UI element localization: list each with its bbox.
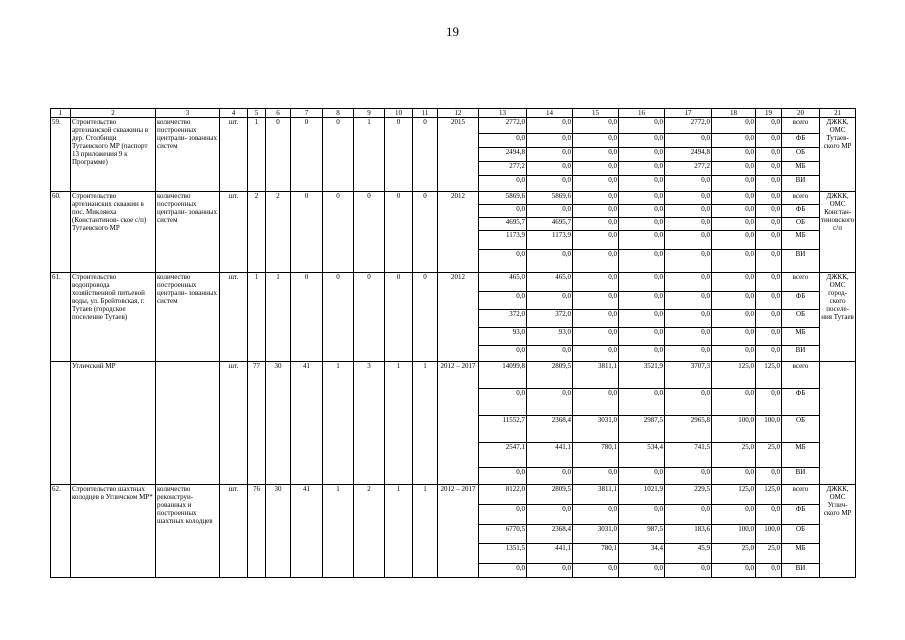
amount-cell: 34,4: [619, 544, 665, 564]
amount-cell: 0,0: [619, 162, 665, 176]
indicator: количество построенных централи- зованных систем: [156, 192, 220, 273]
amount-cell: 0,0: [756, 468, 782, 485]
header-cell: 21: [820, 109, 856, 118]
count-cell: 41: [291, 362, 323, 485]
amount-cell: 1351,5: [479, 544, 527, 564]
header-cell: 13: [479, 109, 527, 118]
amount-cell: 0,0: [527, 292, 573, 310]
funding-source: ВИ: [782, 346, 820, 362]
amount-cell: 0,0: [573, 468, 619, 485]
count-cell: 30: [266, 485, 291, 578]
amount-cell: 3521,9: [619, 362, 665, 389]
amount-cell: 0,0: [756, 389, 782, 416]
amount-cell: 229,5: [665, 485, 712, 505]
count-cell: 1: [413, 485, 438, 578]
amount-cell: 25,0: [756, 544, 782, 564]
measure-name: Угличский МР: [71, 362, 156, 485]
amount-cell: 0,0: [665, 389, 712, 416]
funding-source: ФБ: [782, 134, 820, 148]
count-cell: 0: [385, 118, 413, 192]
funding-source: всего: [782, 362, 820, 389]
amount-cell: 93,0: [479, 328, 527, 346]
amount-cell: 0,0: [479, 205, 527, 218]
count-cell: 1: [248, 273, 266, 362]
count-cell: 1: [354, 118, 385, 192]
unit: шт.: [220, 362, 248, 485]
amount-cell: 2809,5: [527, 362, 573, 389]
amount-cell: 0,0: [527, 148, 573, 162]
amount-cell: 465,0: [527, 273, 573, 292]
amount-cell: 125,0: [712, 485, 756, 505]
amount-cell: 0,0: [573, 564, 619, 578]
amount-cell: 0,0: [573, 231, 619, 250]
amount-cell: 0,0: [619, 176, 665, 192]
count-cell: 1: [323, 362, 354, 485]
amount-cell: 0,0: [479, 134, 527, 148]
header-cell: 12: [438, 109, 479, 118]
amount-cell: 1173,9: [527, 231, 573, 250]
indicator: количество реконструи- рованных и построенных шахтных колодцев: [156, 485, 220, 578]
unit: шт.: [220, 192, 248, 273]
amount-cell: 0,0: [712, 205, 756, 218]
amount-cell: 372,0: [527, 310, 573, 328]
amount-cell: 0,0: [527, 505, 573, 525]
count-cell: 1: [385, 362, 413, 485]
executor: ДЖКК, ОМС город- ского поселе- ния Тутаев: [820, 273, 856, 362]
amount-cell: 0,0: [527, 250, 573, 273]
count-cell: 0: [385, 273, 413, 362]
count-cell: 1: [413, 362, 438, 485]
amount-cell: 0,0: [665, 231, 712, 250]
amount-cell: 0,0: [573, 176, 619, 192]
amount-cell: 0,0: [619, 273, 665, 292]
funding-source: ВИ: [782, 250, 820, 273]
indicator: [156, 362, 220, 485]
funding-source: ОБ: [782, 310, 820, 328]
page-number: 19: [446, 24, 459, 39]
amount-cell: 0,0: [756, 505, 782, 525]
amount-cell: 0,0: [479, 176, 527, 192]
count-cell: 1: [323, 485, 354, 578]
years: 2015: [438, 118, 479, 192]
funding-source: ОБ: [782, 416, 820, 443]
amount-cell: 0,0: [712, 389, 756, 416]
header-cell: 18: [712, 109, 756, 118]
amount-cell: 0,0: [619, 148, 665, 162]
amount-cell: 11552,7: [479, 416, 527, 443]
amount-cell: 372,0: [479, 310, 527, 328]
table-row: [51, 118, 856, 134]
count-cell: 41: [291, 485, 323, 578]
amount-cell: 0,0: [665, 205, 712, 218]
amount-cell: 0,0: [665, 273, 712, 292]
amount-cell: 0,0: [756, 346, 782, 362]
amount-cell: 0,0: [712, 162, 756, 176]
amount-cell: 5869,6: [527, 192, 573, 205]
table-row: [51, 192, 856, 205]
measure-name: Строительство шахтных колодцев в Угличском МР*: [71, 485, 156, 578]
amount-cell: 0,0: [756, 205, 782, 218]
amount-cell: 0,0: [712, 148, 756, 162]
amount-cell: 2494,8: [479, 148, 527, 162]
count-cell: 0: [323, 118, 354, 192]
header-cell: 15: [573, 109, 619, 118]
count-cell: 0: [323, 273, 354, 362]
header-cell: 3: [156, 109, 220, 118]
funding-source: ФБ: [782, 292, 820, 310]
table-row: [51, 273, 856, 292]
amount-cell: 0,0: [665, 505, 712, 525]
amount-cell: 2368,4: [527, 525, 573, 544]
amount-cell: 780,1: [573, 544, 619, 564]
amount-cell: 4695,7: [479, 218, 527, 231]
executor: ДЖКК, ОМС Углич- ского МР: [820, 485, 856, 578]
amount-cell: 2772,0: [665, 118, 712, 134]
amount-cell: 8122,0: [479, 485, 527, 505]
amount-cell: 0,0: [756, 134, 782, 148]
amount-cell: 465,0: [479, 273, 527, 292]
amount-cell: 0,0: [712, 292, 756, 310]
amount-cell: 0,0: [573, 505, 619, 525]
amount-cell: 3811,1: [573, 362, 619, 389]
count-cell: 1: [385, 485, 413, 578]
amount-cell: 0,0: [712, 218, 756, 231]
amount-cell: 5869,6: [479, 192, 527, 205]
count-cell: 0: [291, 192, 323, 273]
funding-source: ВИ: [782, 564, 820, 578]
amount-cell: 1021,9: [619, 485, 665, 505]
amount-cell: 0,0: [756, 192, 782, 205]
row-number: [51, 362, 71, 485]
amount-cell: 441,1: [527, 443, 573, 468]
count-cell: 1: [266, 273, 291, 362]
header-cell: 14: [527, 109, 573, 118]
amount-cell: 0,0: [665, 192, 712, 205]
count-cell: 0: [291, 273, 323, 362]
amount-cell: 0,0: [527, 134, 573, 148]
amount-cell: 0,0: [527, 468, 573, 485]
funding-source: ВИ: [782, 468, 820, 485]
amount-cell: 0,0: [573, 218, 619, 231]
amount-cell: 0,0: [756, 162, 782, 176]
amount-cell: 0,0: [756, 250, 782, 273]
amount-cell: 0,0: [479, 250, 527, 273]
amount-cell: 0,0: [479, 389, 527, 416]
row-number: 62.: [51, 485, 71, 578]
amount-cell: 0,0: [756, 218, 782, 231]
amount-cell: 0,0: [712, 231, 756, 250]
funding-source: всего: [782, 485, 820, 505]
amount-cell: 0,0: [527, 205, 573, 218]
amount-cell: 1173,9: [479, 231, 527, 250]
amount-cell: 3031,0: [573, 525, 619, 544]
funding-source: МБ: [782, 544, 820, 564]
amount-cell: 0,0: [665, 176, 712, 192]
amount-cell: 100,0: [756, 525, 782, 544]
amount-cell: 25,0: [712, 443, 756, 468]
funding-source: всего: [782, 192, 820, 205]
amount-cell: 0,0: [665, 310, 712, 328]
amount-cell: 0,0: [573, 118, 619, 134]
executor: ДЖКК, ОМС Констан- тиновского с/п: [820, 192, 856, 273]
amount-cell: 441,1: [527, 544, 573, 564]
amount-cell: 0,0: [619, 134, 665, 148]
amount-cell: 0,0: [712, 192, 756, 205]
amount-cell: 780,1: [573, 443, 619, 468]
count-cell: 30: [266, 362, 291, 485]
count-cell: 2: [354, 485, 385, 578]
unit: шт.: [220, 118, 248, 192]
amount-cell: 0,0: [619, 468, 665, 485]
count-cell: 1: [248, 118, 266, 192]
funding-source: ВИ: [782, 176, 820, 192]
funding-source: ОБ: [782, 218, 820, 231]
measure-name: Строительство артезианских скважин в пос. Микляиха (Константинов- ское с/п) Тутаевского МР: [71, 192, 156, 273]
amount-cell: 3707,3: [665, 362, 712, 389]
amount-cell: 0,0: [756, 292, 782, 310]
amount-cell: 25,0: [756, 443, 782, 468]
table-row: [51, 485, 856, 505]
amount-cell: 4695,7: [527, 218, 573, 231]
table-row: [51, 362, 856, 389]
header-cell: 7: [291, 109, 323, 118]
amount-cell: 0,0: [712, 505, 756, 525]
amount-cell: 0,0: [712, 250, 756, 273]
amount-cell: 987,5: [619, 525, 665, 544]
amount-cell: 0,0: [665, 468, 712, 485]
amount-cell: 0,0: [527, 346, 573, 362]
amount-cell: 0,0: [619, 310, 665, 328]
amount-cell: 0,0: [665, 134, 712, 148]
amount-cell: 0,0: [712, 176, 756, 192]
amount-cell: 277,2: [665, 162, 712, 176]
funding-source: ОБ: [782, 525, 820, 544]
amount-cell: 25,0: [712, 544, 756, 564]
count-cell: 0: [413, 273, 438, 362]
header-cell: 19: [756, 109, 782, 118]
amount-cell: 0,0: [527, 162, 573, 176]
amount-cell: 14099,8: [479, 362, 527, 389]
funding-source: МБ: [782, 162, 820, 176]
amount-cell: 0,0: [712, 328, 756, 346]
amount-cell: 534,4: [619, 443, 665, 468]
amount-cell: 2965,8: [665, 416, 712, 443]
count-cell: 2: [248, 192, 266, 273]
amount-cell: 0,0: [619, 328, 665, 346]
amount-cell: 0,0: [665, 250, 712, 273]
amount-cell: 0,0: [619, 389, 665, 416]
amount-cell: 100,0: [756, 416, 782, 443]
amount-cell: 0,0: [479, 505, 527, 525]
count-cell: 0: [291, 118, 323, 192]
amount-cell: 277,2: [479, 162, 527, 176]
amount-cell: 2368,4: [527, 416, 573, 443]
years: 2012: [438, 192, 479, 273]
amount-cell: 0,0: [712, 310, 756, 328]
count-cell: 3: [354, 362, 385, 485]
amount-cell: 0,0: [665, 218, 712, 231]
amount-cell: 0,0: [712, 468, 756, 485]
amount-cell: 125,0: [712, 362, 756, 389]
indicator: количество построенных централи- зованных систем: [156, 118, 220, 192]
executor: [820, 362, 856, 485]
amount-cell: 0,0: [665, 564, 712, 578]
measure-name: Строительство артезианской скважины в дер. Столбищи Тутаевского МР (паспорт 13 приложения 9 к Программе): [71, 118, 156, 192]
unit: шт.: [220, 485, 248, 578]
amount-cell: 3811,1: [573, 485, 619, 505]
amount-cell: 0,0: [756, 564, 782, 578]
amount-cell: 0,0: [665, 346, 712, 362]
amount-cell: 0,0: [527, 564, 573, 578]
amount-cell: 0,0: [573, 162, 619, 176]
header-cell: 1: [51, 109, 71, 118]
amount-cell: 2547,1: [479, 443, 527, 468]
header-cell: 6: [266, 109, 291, 118]
amount-cell: 0,0: [756, 176, 782, 192]
amount-cell: 0,0: [573, 346, 619, 362]
funding-source: ФБ: [782, 205, 820, 218]
header-row: [51, 109, 856, 118]
amount-cell: 0,0: [527, 389, 573, 416]
amount-cell: 0,0: [573, 389, 619, 416]
amount-cell: 0,0: [619, 118, 665, 134]
amount-cell: 0,0: [573, 250, 619, 273]
amount-cell: 0,0: [712, 118, 756, 134]
count-cell: 0: [413, 118, 438, 192]
amount-cell: 125,0: [756, 362, 782, 389]
amount-cell: 0,0: [756, 328, 782, 346]
header-cell: 8: [323, 109, 354, 118]
header-cell: 9: [354, 109, 385, 118]
amount-cell: 0,0: [619, 292, 665, 310]
amount-cell: 2809,5: [527, 485, 573, 505]
amount-cell: 3031,0: [573, 416, 619, 443]
header-cell: 5: [248, 109, 266, 118]
amount-cell: 0,0: [479, 564, 527, 578]
amount-cell: 0,0: [573, 310, 619, 328]
years: 2012 – 2017: [438, 362, 479, 485]
amount-cell: 0,0: [712, 134, 756, 148]
amount-cell: 2772,0: [479, 118, 527, 134]
funding-source: всего: [782, 273, 820, 292]
measure-name: Строительство водопровода хозяйственной питьевой воды, ул. Брейтовская, г. Тутаев (городское поселение Тутаев): [71, 273, 156, 362]
count-cell: 0: [413, 192, 438, 273]
count-cell: 0: [323, 192, 354, 273]
amount-cell: 741,5: [665, 443, 712, 468]
years: 2012 – 2017: [438, 485, 479, 578]
amount-cell: 0,0: [479, 292, 527, 310]
header-cell: 16: [619, 109, 665, 118]
amount-cell: 0,0: [665, 292, 712, 310]
amount-cell: 0,0: [619, 250, 665, 273]
amount-cell: 0,0: [573, 205, 619, 218]
amount-cell: 0,0: [527, 118, 573, 134]
count-cell: 0: [385, 192, 413, 273]
amount-cell: 2494,8: [665, 148, 712, 162]
amount-cell: 0,0: [479, 468, 527, 485]
amount-cell: 0,0: [527, 176, 573, 192]
program-table: [50, 108, 856, 578]
amount-cell: 0,0: [573, 292, 619, 310]
amount-cell: 0,0: [756, 231, 782, 250]
amount-cell: 0,0: [619, 505, 665, 525]
count-cell: 77: [248, 362, 266, 485]
count-cell: 2: [266, 192, 291, 273]
amount-cell: 0,0: [619, 231, 665, 250]
amount-cell: 100,0: [712, 416, 756, 443]
indicator: количество построенных централи- зованных систем: [156, 273, 220, 362]
header-cell: 4: [220, 109, 248, 118]
amount-cell: 45,9: [665, 544, 712, 564]
amount-cell: 0,0: [756, 273, 782, 292]
header-cell: 10: [385, 109, 413, 118]
amount-cell: 0,0: [573, 134, 619, 148]
amount-cell: 0,0: [479, 346, 527, 362]
amount-cell: 0,0: [573, 328, 619, 346]
amount-cell: 0,0: [665, 328, 712, 346]
amount-cell: 0,0: [712, 273, 756, 292]
funding-source: ОБ: [782, 148, 820, 162]
row-number: 59.: [51, 118, 71, 192]
unit: шт.: [220, 273, 248, 362]
amount-cell: 2987,5: [619, 416, 665, 443]
count-cell: 0: [354, 192, 385, 273]
amount-cell: 125,0: [756, 485, 782, 505]
header-cell: 17: [665, 109, 712, 118]
amount-cell: 0,0: [756, 118, 782, 134]
amount-cell: 0,0: [619, 564, 665, 578]
amount-cell: 0,0: [712, 346, 756, 362]
header-cell: 20: [782, 109, 820, 118]
funding-source: МБ: [782, 328, 820, 346]
funding-source: МБ: [782, 231, 820, 250]
amount-cell: 0,0: [619, 205, 665, 218]
count-cell: 76: [248, 485, 266, 578]
amount-cell: 0,0: [756, 310, 782, 328]
header-cell: 11: [413, 109, 438, 118]
amount-cell: 100,0: [712, 525, 756, 544]
funding-source: МБ: [782, 443, 820, 468]
header-cell: 2: [71, 109, 156, 118]
amount-cell: 0,0: [756, 148, 782, 162]
count-cell: 0: [354, 273, 385, 362]
executor: ДЖКК, ОМС Тутаев- ского МР: [820, 118, 856, 192]
amount-cell: 0,0: [619, 192, 665, 205]
count-cell: 0: [266, 118, 291, 192]
funding-source: ФБ: [782, 505, 820, 525]
amount-cell: 6770,5: [479, 525, 527, 544]
years: 2012: [438, 273, 479, 362]
amount-cell: 183,6: [665, 525, 712, 544]
amount-cell: 0,0: [573, 148, 619, 162]
amount-cell: 0,0: [573, 273, 619, 292]
row-number: 61.: [51, 273, 71, 362]
amount-cell: 0,0: [619, 218, 665, 231]
amount-cell: 0,0: [573, 192, 619, 205]
amount-cell: 93,0: [527, 328, 573, 346]
funding-source: всего: [782, 118, 820, 134]
amount-cell: 0,0: [712, 564, 756, 578]
amount-cell: 0,0: [619, 346, 665, 362]
funding-source: ФБ: [782, 389, 820, 416]
row-number: 60.: [51, 192, 71, 273]
